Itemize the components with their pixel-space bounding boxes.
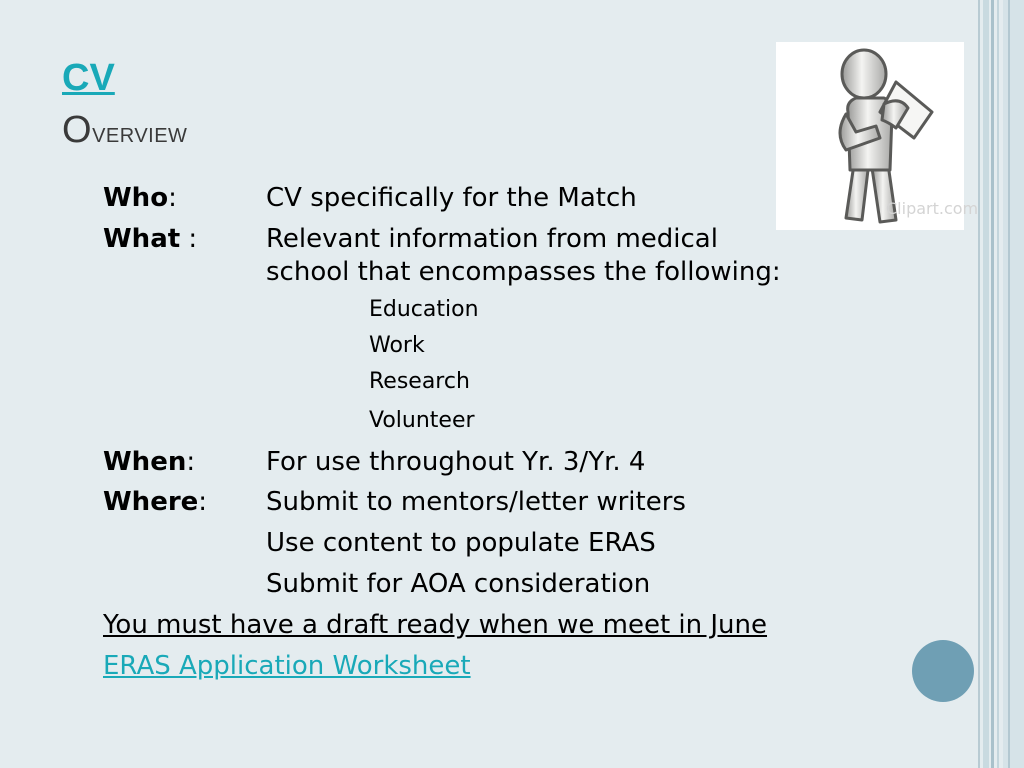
decorative-stripe [1003, 0, 1024, 768]
what-item-work: Work [369, 333, 425, 358]
subtitle-rest: verview [92, 117, 188, 148]
when-value: For use throughout Yr. 3/Yr. 4 [266, 447, 646, 477]
what-item-volunteer: Volunteer [369, 408, 475, 433]
where-label [103, 486, 207, 518]
what-item-research: Research [369, 369, 470, 394]
title-link[interactable]: CV [62, 57, 115, 99]
clipart-person-icon [776, 42, 979, 230]
clipart-watermark: Clipart.com [886, 199, 979, 218]
where-value: Submit to mentors/letter writers [266, 487, 686, 517]
decorative-stripe [983, 0, 989, 768]
what-value-line1: Relevant information from medical [266, 224, 718, 254]
what-label [103, 223, 197, 255]
who-label-text: Who [103, 183, 169, 213]
decorative-circle [912, 640, 974, 702]
subtitle-initial: O [62, 109, 93, 151]
what-label-text: What [103, 224, 181, 254]
what-value-line2: school that encompasses the following: [266, 257, 781, 287]
what-item-education: Education [369, 297, 479, 322]
when-label-sep: : [186, 447, 196, 477]
decorative-stripe [978, 0, 980, 768]
who-label-sep: : [168, 183, 177, 213]
where-label-sep: : [198, 487, 208, 517]
when-label [103, 446, 195, 478]
who-value: CV specifically for the Match [266, 183, 637, 213]
where-label-text: Where [103, 487, 199, 517]
eras-worksheet-link[interactable]: ERAS Application Worksheet [103, 651, 471, 681]
draft-note: You must have a draft ready when we meet in June [103, 610, 768, 640]
when-label-text: When [103, 447, 187, 477]
who-label [103, 182, 177, 214]
clipart-person-svg [776, 42, 979, 230]
what-label-sep: : [180, 224, 198, 254]
decorative-stripe [997, 0, 999, 768]
where-extra-aoa: Submit for AOA consideration [266, 569, 651, 599]
where-extra-eras: Use content to populate ERAS [266, 528, 656, 558]
decorative-stripe [991, 0, 994, 768]
page-subtitle [62, 110, 187, 153]
decorative-stripe [1008, 0, 1010, 768]
